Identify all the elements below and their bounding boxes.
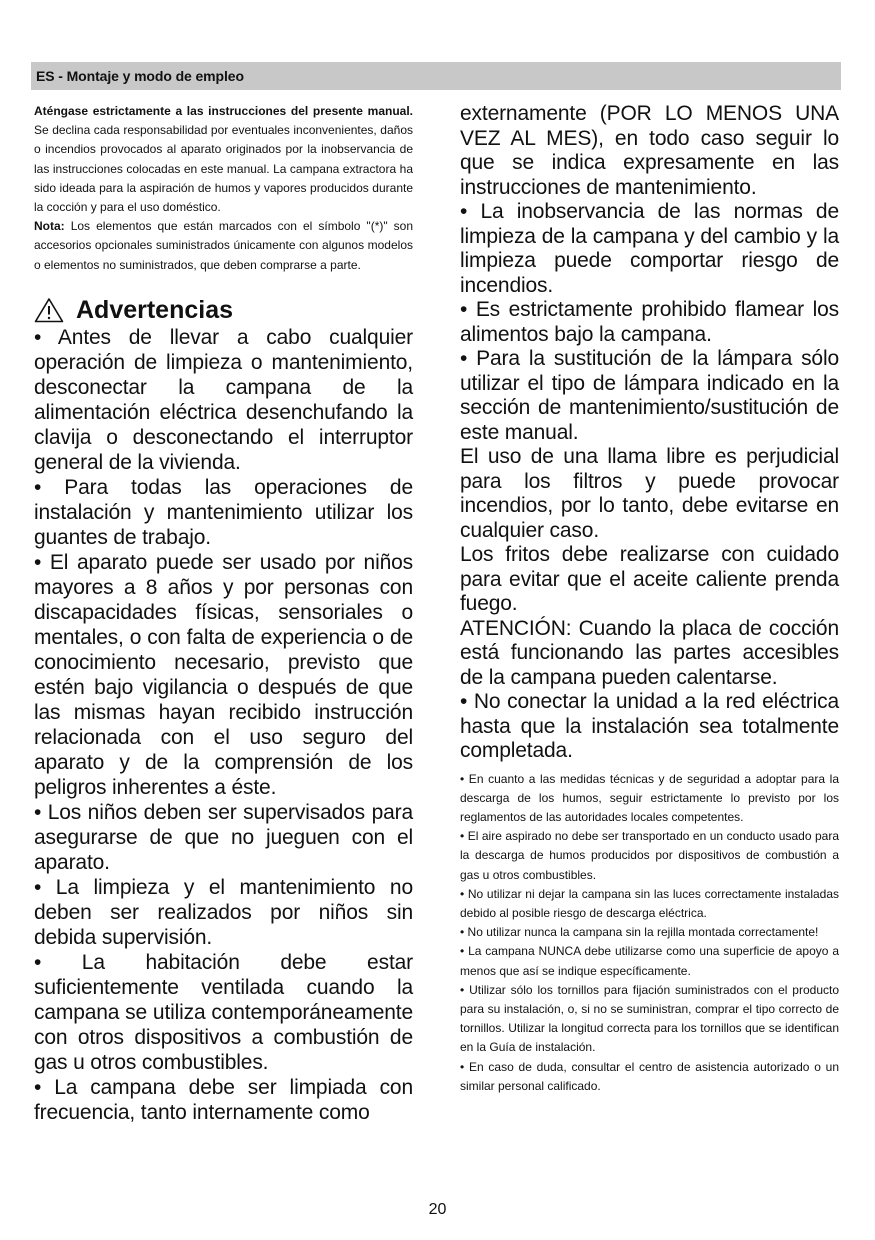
warning-item: • La limpieza y el mantenimiento no deben ser realizados por niños sin debida supervisión.: [34, 875, 413, 949]
warning-item: Los fritos debe realizarse con cuidado para evitar que el aceite caliente prenda fuego.: [460, 543, 839, 615]
right-column: [460, 102, 839, 1096]
warning-item: • La habitación debe estar suficientemente ventilada cuando la campana se utiliza contemporáneamente con otros dispositivos a combustión de gas u otros combustibles.: [34, 950, 413, 1074]
safety-note: • Utilizar sólo los tornillos para fijación suministrados con el producto para su instalación, o, si no se suministran, comprar el tipo correcto de tornillos. Utilizar la longitud correcta para los tornillos que se identifican en la Guía de instalación.: [460, 982, 839, 1055]
warning-item: • Es estrictamente prohibido flamear los alimentos bajo la campana.: [460, 298, 839, 346]
page-number: 20: [428, 1201, 447, 1218]
warning-item: • Antes de llevar a cabo cualquier operación de limpieza o mantenimiento, desconectar la campana de la alimentación eléctrica desenchufando la clavija o desconectando el interruptor general de la vivienda.: [34, 325, 413, 474]
safety-note: • En cuanto a las medidas técnicas y de seguridad a adoptar para la descarga de los humos, seguir estrictamente lo previsto por los reglamentos de las autoridades locales competentes.: [460, 771, 839, 824]
warning-item: El uso de una llama libre es perjudicial para los filtros y puede provocar incendios, por lo tanto, debe evitarse en cualquier caso.: [460, 445, 839, 542]
attention-paragraph: ATENCIÓN: Cuando la placa de cocción está funcionando las partes accesibles de la campana pueden calentarse.: [460, 616, 839, 689]
safety-notes-list: [460, 770, 839, 1096]
safety-note: • El aire aspirado no debe ser transportado en un conducto usado para la descarga de humos producidos por dispositivos de combustión a gas u otros combustibles.: [460, 829, 839, 882]
safety-note: • No utilizar nunca la campana sin la rejilla montada correctamente!: [460, 925, 819, 940]
warning-item: externamente (POR LO MENOS UNA VEZ AL MES), en todo caso seguir lo que se indica expresamente en las instrucciones de mantenimiento.: [460, 102, 839, 199]
warning-item: • El aparato puede ser usado por niños mayores a 8 años y por personas con discapacidades físicas, sensoriales o mentales, o con falta de experiencia o de conocimiento necesario, previsto que estén bajo vigilancia o después de que las mismas hayan recibido instrucción relacionada con el uso seguro del aparato y de la comprensión de los peligros inherentes a éste.: [34, 550, 413, 799]
warning-item: • Para la sustitución de la lámpara sólo utilizar el tipo de lámpara indicado en la sección de mantenimiento/sustitución de este manual.: [460, 347, 839, 444]
intro-bold-lead: Aténgase estrictamente a las instrucciones del presente manual.: [34, 104, 413, 118]
warning-item: • No conectar la unidad a la red eléctrica hasta que la instalación sea totalmente completada.: [460, 690, 839, 762]
note-label: Nota:: [34, 219, 65, 234]
left-column: [34, 102, 413, 1125]
safety-note: • En caso de duda, consultar el centro de asistencia autorizado o un similar personal calificado.: [460, 1059, 839, 1093]
safety-note: • La campana NUNCA debe utilizarse como una superficie de apoyo a menos que así se indique específicamente.: [460, 944, 839, 978]
warning-item: • Los niños deben ser supervisados para asegurarse de que no jueguen con el aparato.: [34, 800, 413, 874]
warning-triangle-icon: [34, 297, 64, 323]
warnings-title: Advertencias: [76, 295, 234, 324]
warning-item: • Para todas las operaciones de instalación y mantenimiento utilizar los guantes de trabajo.: [34, 475, 413, 549]
note-paragraph: [34, 217, 413, 275]
section-header: [31, 62, 841, 90]
intro-text: Se declina cada responsabilidad por eventuales inconvenientes, daños o incendios provocados al aparato originados por la inobservancia de las instrucciones colocadas en este manual. La campana extractora ha sido ideada para la aspiración de humos y vapores producidos durante la cocción y para el uso doméstico.: [34, 123, 413, 215]
warnings-heading: [34, 295, 413, 325]
warning-item: • La campana debe ser limpiada con frecuencia, tanto internamente como: [34, 1075, 413, 1124]
safety-note: • No utilizar ni dejar la campana sin las luces correctamente instaladas debido al posible riesgo de descarga eléctrica.: [460, 886, 839, 920]
section-header-title: ES - Montaje y modo de empleo: [36, 68, 244, 84]
intro-paragraph: [34, 102, 413, 217]
warning-item: • La inobservancia de las normas de limpieza de la campana y del cambio y la limpieza puede comportar riesgo de incendios.: [460, 200, 839, 297]
note-text: Los elementos que están marcados con el símbolo "(*)" son accesorios opcionales suministrados únicamente con algunos modelos o elementos no suministrados, que deben comprarse a parte.: [34, 219, 413, 272]
